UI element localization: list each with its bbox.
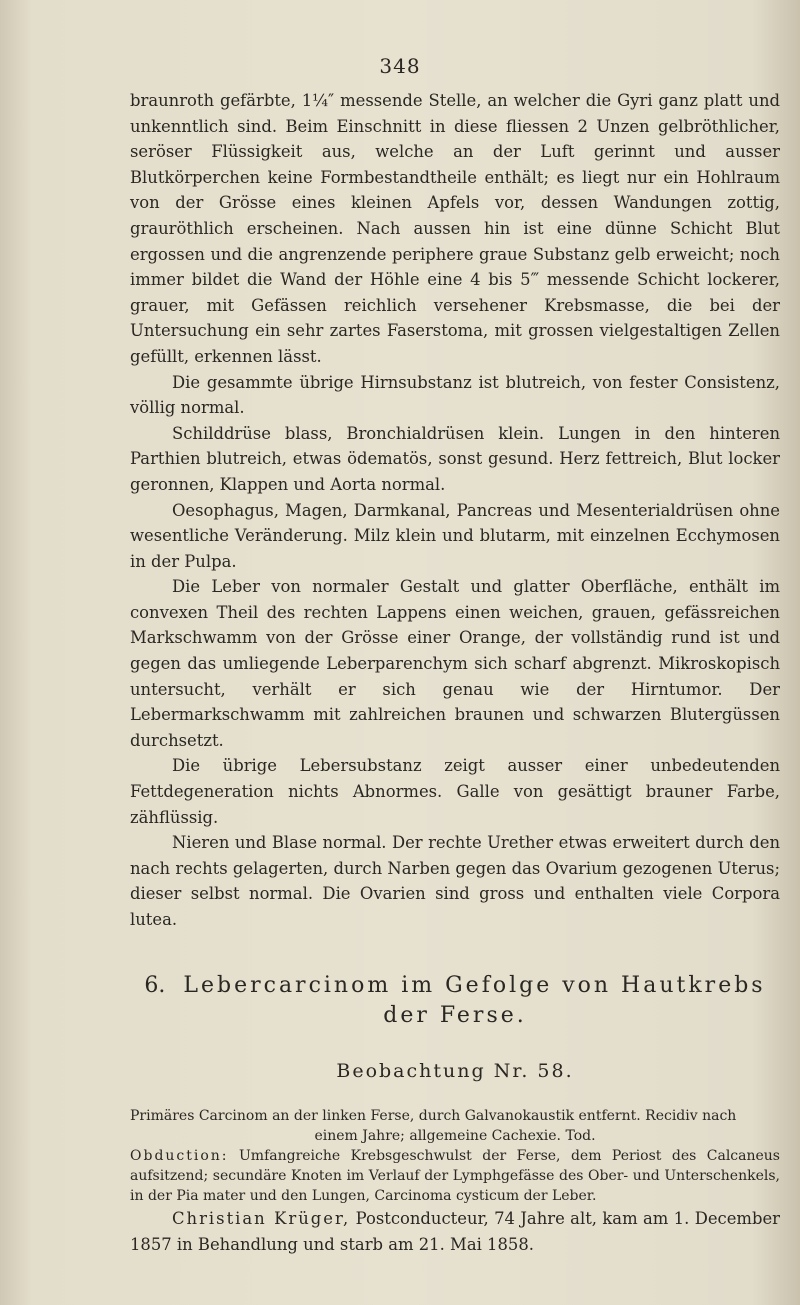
obduction-label: Obduction:	[130, 1148, 229, 1165]
paragraph: Schilddrüse blass, Bronchialdrüsen klein. Lungen in den hinteren Parthien blutreich, etwas ödematös, sonst gesund. Herz fettreich, Blut locker geronnen, Klappen und Aorta normal.	[130, 423, 780, 494]
case-text: Postconducteur, 74 Jahre alt, kam am 1. December 1857 in Behandlung und starb am 21. Mai 1858.	[130, 1209, 780, 1254]
page-number: 348	[379, 54, 421, 78]
paragraph: Die Leber von normaler Gestalt und glatter Oberfläche, enthält im convexen Theil des rechten Lappens einen weichen, grauen, gefässreichen Markschwamm von der Grösse einer Orange, der vollständig rund ist und gegen das umliegende Leberparenchym sich scharf abgrenzt. Mikroskopisch untersucht, verhält er sich genau wie der Hirntumor. Der Lebermarkschwamm mit zahlreichen braunen und schwarzen Blutergüssen durchsetzt.	[130, 577, 780, 750]
observation-heading: Beobachtung Nr. 58.	[336, 1059, 574, 1082]
obduction-text: Umfangreiche Krebsgeschwulst der Ferse, dem Periost des Calcaneus aufsitzend; secundäre Knoten im Verlauf der Lymphgefässe des Ober- und Unterschenkels, in der Pia mater und den Lungen, Carcinoma cysticum der Leber.	[130, 1148, 780, 1205]
paragraph: Oesophagus, Magen, Darmkanal, Pancreas und Mesenterialdrüsen ohne wesentliche Veränderung. Milz klein und blutarm, mit einzelnen Ecchymosen in der Pulpa.	[130, 500, 780, 571]
paragraph: Nieren und Blase normal. Der rechte Urether etwas erweitert durch den nach rechts gelagerten, durch Narben gegen das Ovarium gezogenen Uterus; dieser selbst normal. Die Ovarien sind gross und enthalten viele Corpora lutea.	[130, 833, 780, 929]
abstract-line: einem Jahre; allgemeine Cachexie. Tod.	[314, 1128, 596, 1145]
page-body	[130, 88, 780, 1257]
abstract-line: Primäres Carcinom an der linken Ferse, durch Galvanokaustik entfernt. Recidiv nach	[130, 1108, 737, 1125]
case-intro	[130, 1206, 780, 1257]
case-abstract	[130, 1106, 780, 1206]
paragraph: Die gesammte übrige Hirnsubstanz ist blutreich, von fester Consistenz, völlig normal.	[130, 372, 780, 418]
paragraph: Die übrige Lebersubstanz zeigt ausser einer unbedeutenden Fettdegeneration nichts Abnormes. Galle von gesättigt brauner Farbe, zähflüssig.	[130, 756, 780, 827]
section-heading	[130, 971, 780, 1031]
paragraph: braunroth gefärbte, 1¼″ messende Stelle, an welcher die Gyri ganz platt und unkenntlich sind. Beim Einschnitt in diese fliessen 2 Unzen gelbröthlicher, seröser Flüssigkeit aus, welche an der Luft gerinnt und ausser Blutkörperchen keine Formbestandtheile enthält; es liegt nur ein Hohlraum von der Grösse eines kleinen Apfels vor, dessen Wandungen zottig, grauröthlich erscheinen. Nach aussen hin ist eine dünne Schicht Blut ergossen und die angrenzende periphere graue Substanz gelb erweicht; noch immer bildet die Wand der Höhle eine 4 bis 5‴ messende Schicht lockerer, grauer, mit Gefässen reichlich versehener Krebsmasse, die bei der Untersuchung ein sehr zartes Faserstoma, mit grossen vielgestaltigen Zellen gefüllt, erkennen lässt.	[130, 91, 780, 366]
section-title-line2: der Ferse.	[383, 1002, 527, 1028]
section-number: 6.	[144, 972, 166, 998]
patient-name: Christian Krüger,	[172, 1209, 351, 1229]
section-title-line1: Lebercarcinom im Gefolge von Hautkrebs	[183, 972, 766, 998]
